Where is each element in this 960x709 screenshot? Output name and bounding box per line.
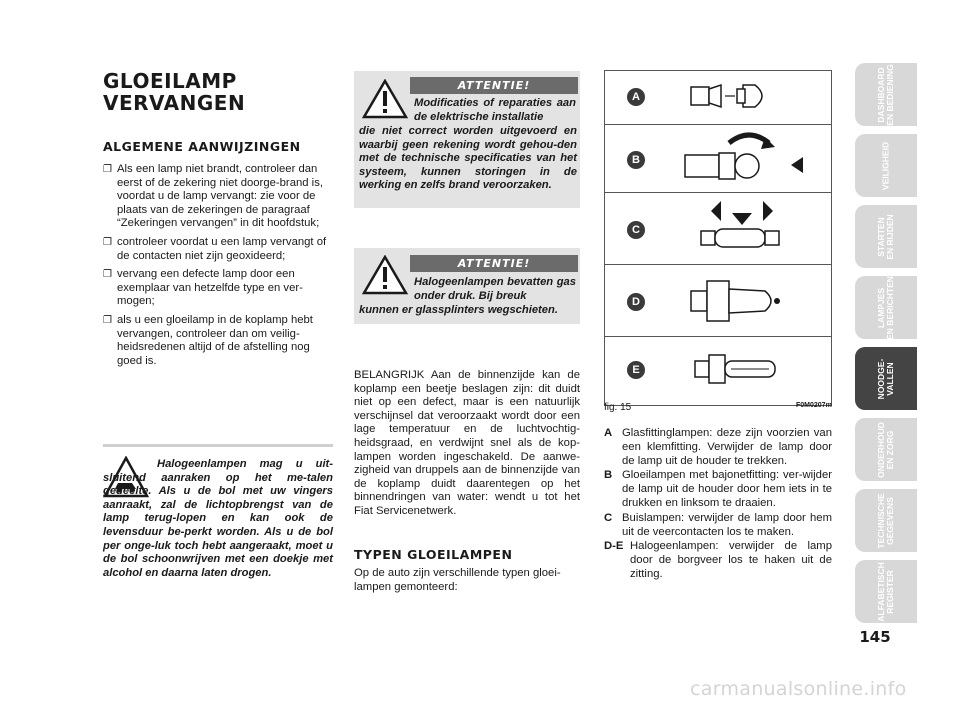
description-text: Gloeilampen met bajonetfitting: ver-wijder de lamp uit de houder door hem iets in te drukken en linksom te draaien. xyxy=(622,469,832,509)
figure-caption: fig. 15 xyxy=(604,402,632,413)
important-paragraph: BELANGRIJK Aan de binnenzijde kan de koplamp een beetje beslagen zijn: dit duidt niet op een defect, maar is een natuurlijk verschijnsel dat veroorzaakt wordt door een lage temperatuur en de luchtvochtig-heidsgraad, en verdwijnt snel als de kop-lampen worden ingeschakeld. De aanwe-zigheid van druppels aan de binnenzijde van de koplamp duidt daarentegen op het binnendringen van water: wendt u tot het Fiat Servicenetwerk. xyxy=(354,369,580,517)
divider xyxy=(103,444,333,447)
wedge-bulb-icon xyxy=(685,77,795,119)
description-key: C xyxy=(604,511,613,524)
description-key: A xyxy=(604,427,613,439)
bullet-item: ❐ Als een lamp niet brandt, controleer dan eerst of de zekering niet doorge-brand is, voordat u de lamp vervangt: zie voor de plaats van de zekeringen de paragraaf “Zekeringen vervangen” in dit hoofdstuk; xyxy=(103,163,335,231)
tube-bulb-icon xyxy=(697,199,807,259)
tab-technische[interactable] xyxy=(855,489,917,552)
tab-dashboard[interactable] xyxy=(855,63,917,126)
general-heading: ALGEMENE AANWIJZINGEN xyxy=(103,139,301,154)
bayonet-bulb-icon xyxy=(679,129,809,189)
bulb-figure xyxy=(604,70,832,406)
warning-triangle-icon xyxy=(362,255,408,295)
description-text: Buislampen: verwijder de lamp door hem uit de veercontacten los te maken. xyxy=(622,511,832,538)
tab-label: ONDERHOUD EN ZORG xyxy=(876,421,895,478)
halogen-h1-bulb-icon xyxy=(691,343,801,399)
bullet-item: ❐ controleer voordat u een lamp vervangt of de contacten niet zijn geoxideerd; xyxy=(103,236,335,263)
title-line-1: GLOEILAMP xyxy=(103,69,237,93)
bullet-item: ❐ vervang een defecte lamp door een exemplaar van hetzelfde type en ver-mogen; xyxy=(103,268,335,309)
figure-label: C xyxy=(627,221,645,239)
halogen-note-text: Halogeenlampen mag u uit-sluitend aanraken op het me-talen gedeelte. Als u de bol met uw vingers aanraakt, zal de lichtopbrengst van de lamp terug-lopen en kan ook de levensduur be-perkt worden. Als u de bol per onge-luk toch hebt aangeraakt, moet u de bol schoonwrijven met een doekje met alcohol en daarna laten drogen. xyxy=(103,458,333,579)
page-title xyxy=(103,70,245,114)
warning-text-rest: die niet correct worden uitgevoerd en waarbij geen rekening wordt gehou-den met de technische specificaties van het systeem, kunnen storingen in de werking en zelfs brand veroorzaken. xyxy=(359,125,577,192)
figure-code: F0M0207m xyxy=(796,402,832,409)
bulb-descriptions xyxy=(604,427,832,583)
tab-onderhoud[interactable] xyxy=(855,418,917,481)
description-item xyxy=(604,540,832,581)
figure-row-c xyxy=(605,193,831,265)
watermark: carmanualsonline.info xyxy=(690,678,907,700)
tab-noodgevallen[interactable] xyxy=(855,347,917,410)
description-item xyxy=(604,469,832,510)
tab-label: NOODGE- VALLEN xyxy=(876,358,895,399)
description-key: B xyxy=(604,469,613,482)
figure-row-e xyxy=(605,337,831,405)
warning-banner: ATTENTIE! xyxy=(410,255,578,272)
figure-label: B xyxy=(627,151,645,169)
tab-label: VEILIGHEID xyxy=(880,141,891,190)
tab-register[interactable] xyxy=(855,560,917,623)
figure-row-d xyxy=(605,265,831,337)
types-text: Op de auto zijn verschillende typen gloei-lampen gemonteerd: xyxy=(354,567,561,593)
tab-label: ALFABETISCH REGISTER xyxy=(876,561,895,622)
figure-label: D xyxy=(627,293,645,311)
warning-triangle-icon xyxy=(362,79,408,119)
page-number: 145 xyxy=(859,628,891,646)
tab-label: STARTEN EN RIJDEN xyxy=(876,213,895,260)
tab-lampjes[interactable] xyxy=(855,276,917,339)
warning-box-1 xyxy=(354,71,580,208)
warning-text-top: Modificaties of reparaties aan de elektrische installatie xyxy=(414,97,576,123)
tab-starten[interactable] xyxy=(855,205,917,268)
description-item xyxy=(604,427,832,468)
figure-row-b xyxy=(605,125,831,193)
description-key: D-E xyxy=(604,540,624,553)
bullet-item: ❐ als u een gloeilamp in de koplamp hebt vervangen, controleer dan om veilig-heidsredenen altijd of de afstelling nog goed is. xyxy=(103,314,335,368)
general-bullets xyxy=(103,163,335,373)
types-heading: TYPEN GLOEILAMPEN xyxy=(354,547,513,562)
warning-banner: ATTENTIE! xyxy=(410,77,578,94)
description-text: Halogeenlampen: verwijder de lamp door de borgveer los te haken uit de zitting. xyxy=(630,540,832,580)
warning-box-2 xyxy=(354,248,580,324)
halogen-h4-bulb-icon xyxy=(685,271,795,331)
description-item xyxy=(604,512,832,540)
description-text: Glasfittinglampen: deze zijn voorzien van een klemfitting. Verwijder de lamp door de lamp uit de houder te trekken. xyxy=(622,427,832,467)
figure-label: A xyxy=(627,88,645,106)
title-line-2: VERVANGEN xyxy=(103,91,246,115)
warning-text-top: Halogeenlampen bevatten gas onder druk. Bij breuk xyxy=(414,276,576,302)
tab-label: DASHBOARD EN BEDIENING xyxy=(876,63,895,126)
tab-label: LAMPJES EN BERICHTEN xyxy=(876,275,895,340)
tab-label: TECHNISCHE GEGEVENS xyxy=(876,492,895,549)
figure-label: E xyxy=(627,361,645,379)
tab-veiligheid[interactable] xyxy=(855,134,917,197)
warning-text-rest: kunnen er glassplinters wegschieten. xyxy=(359,304,558,316)
halogen-note xyxy=(103,454,333,606)
figure-row-a xyxy=(605,71,831,125)
